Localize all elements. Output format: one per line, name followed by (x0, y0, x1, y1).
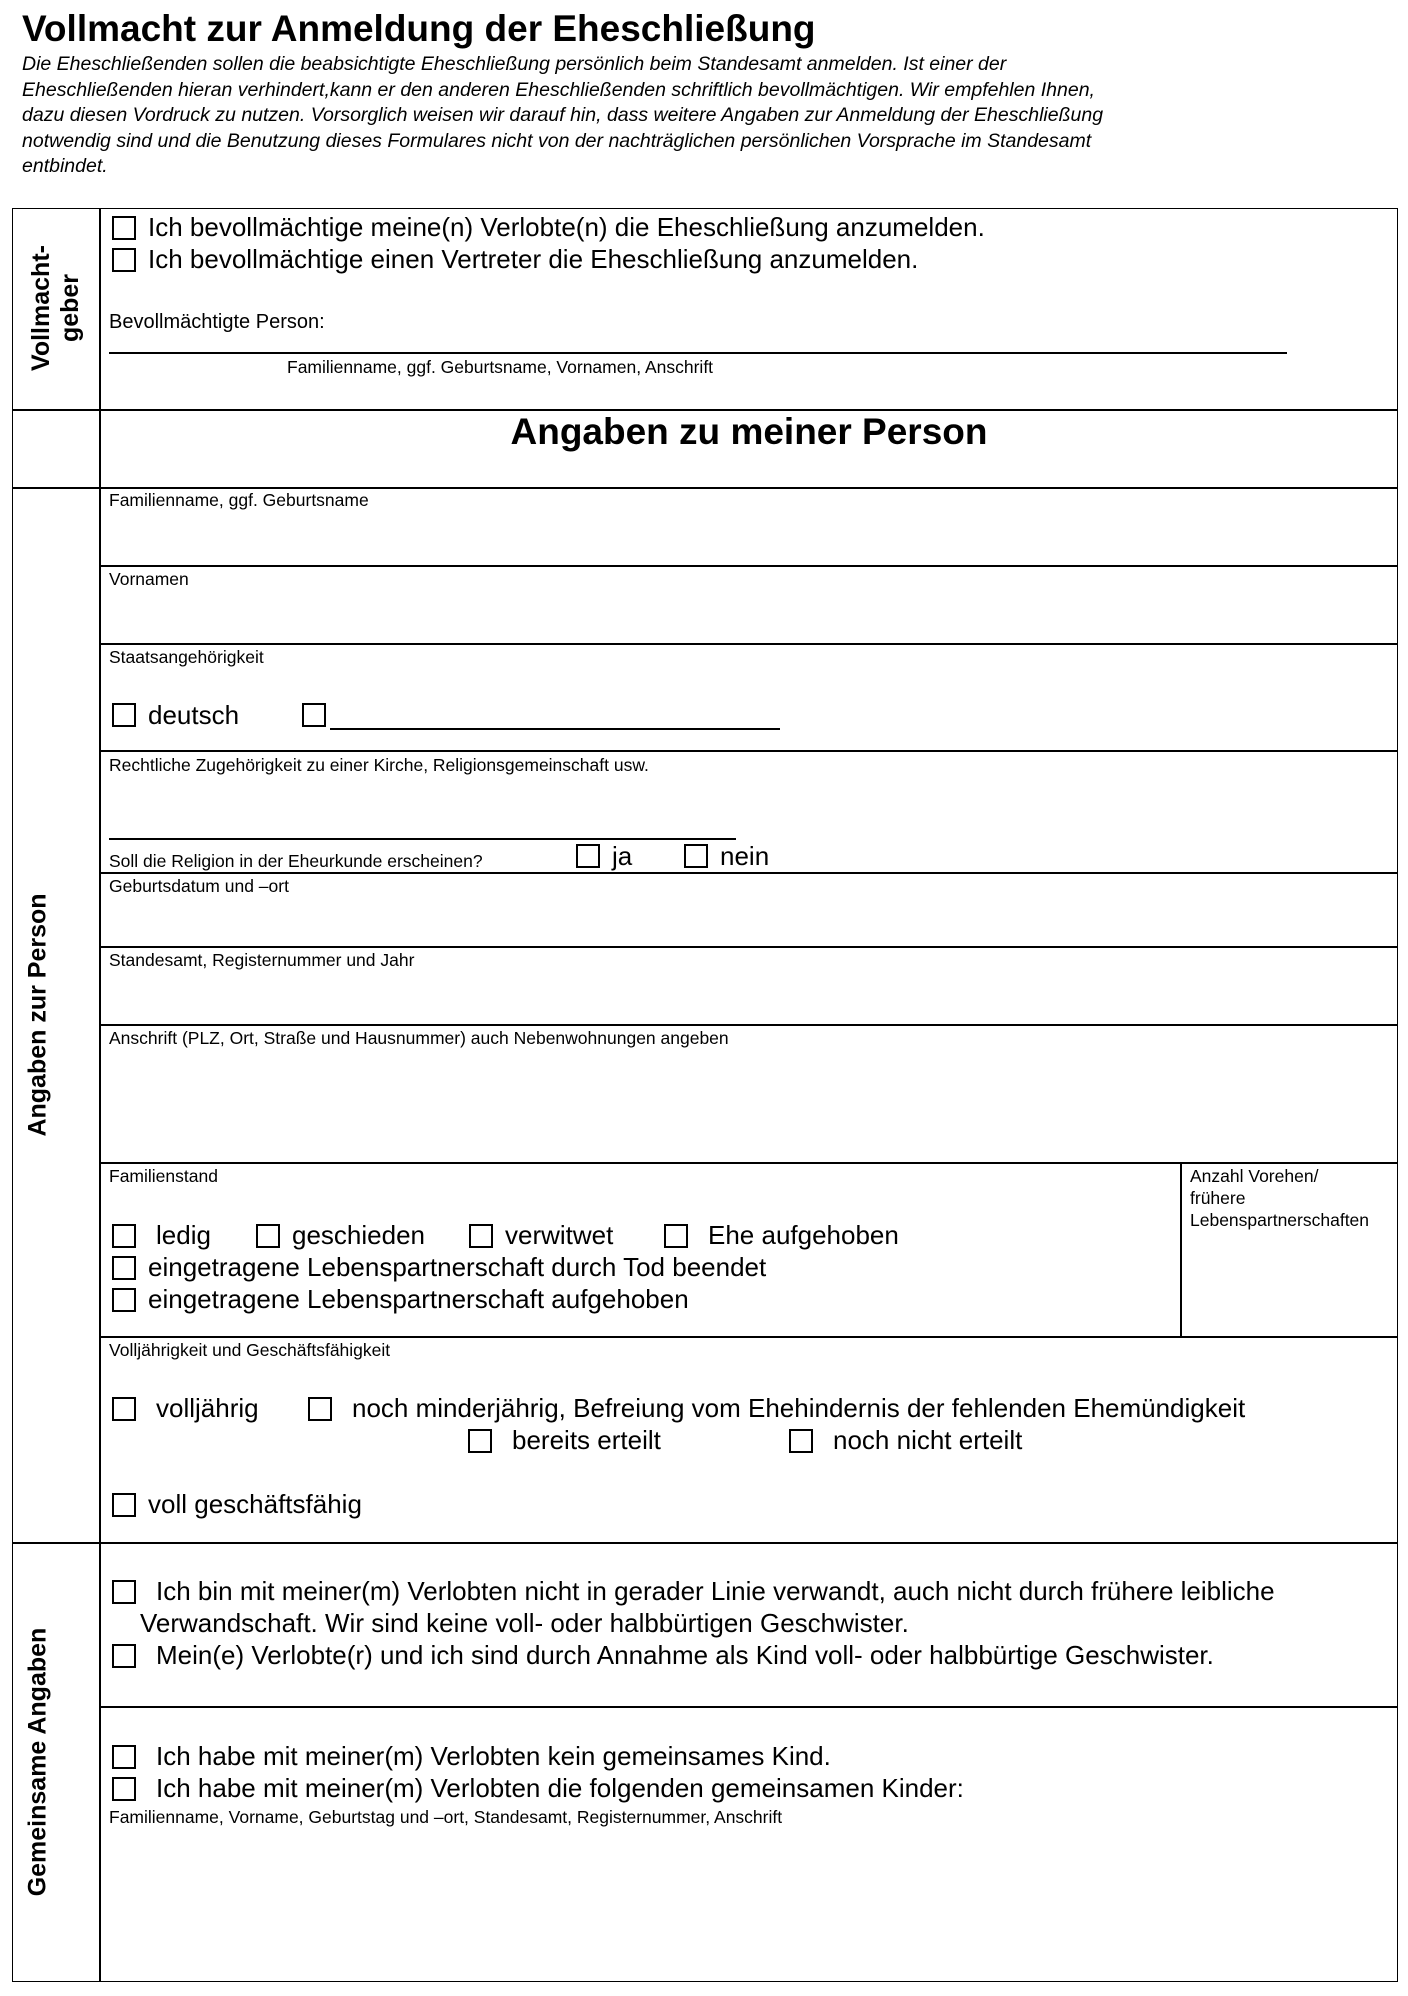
row-divider (99, 946, 1398, 948)
form-title: Vollmacht zur Anmeldung der Eheschließung (22, 8, 816, 49)
religion-ja-label: ja (612, 841, 633, 871)
religion-nein-label: nein (720, 841, 770, 871)
kirche-line[interactable] (109, 838, 736, 840)
row-divider (12, 1542, 1398, 1544)
kinder-label: Ich habe mit meiner(m) Verlobten die folgenden gemeinsamen Kinder: (156, 1773, 964, 1803)
vornamen-label: Vornamen (109, 569, 189, 589)
checkbox-nicht-verwandt[interactable] (112, 1580, 136, 1604)
intro-line: entbindet. (22, 155, 108, 177)
familienname-label: Familienname, ggf. Geburtsname (109, 490, 369, 510)
intro-line: Eheschließenden hieran verhindert,kann er den anderen Eheschließenden schriftlich bevollmächtigen. Wir empfehlen Ihnen, (22, 78, 1095, 101)
kirche-label: Rechtliche Zugehörigkeit zu einer Kirche, Religionsgemeinschaft usw. (109, 755, 649, 775)
checkbox-kein-kind[interactable] (112, 1745, 136, 1769)
side-label-angaben-person: Angaben zur Person (23, 893, 52, 1137)
row-divider (99, 872, 1398, 874)
side-label-vollmachtgeber (27, 245, 85, 371)
verwitwet-label: verwitwet (505, 1220, 614, 1250)
side-label-gemeinsame-angaben: Gemeinsame Angaben (23, 1627, 52, 1897)
nicht-verwandt-label-cont: Verwandschaft. Wir sind keine voll- oder halbbürtigen Geschwister. (140, 1608, 909, 1638)
checkbox-ehe-aufgehoben[interactable] (664, 1224, 688, 1248)
bereits-erteilt-label: bereits erteilt (512, 1425, 661, 1455)
ledig-label: ledig (156, 1220, 211, 1250)
option-verlobte-label: Ich bevollmächtige meine(n) Verlobte(n) die Eheschließung anzumelden. (148, 212, 985, 242)
religion-question-label: Soll die Religion in der Eheurkunde erscheinen? (109, 851, 483, 871)
checkbox-verlobte[interactable] (112, 216, 136, 240)
kein-kind-label: Ich habe mit meiner(m) Verlobten kein gemeinsames Kind. (156, 1741, 831, 1771)
row-divider (99, 1162, 1398, 1164)
lp-aufgehoben-label: eingetragene Lebenspartnerschaft aufgehoben (148, 1284, 689, 1314)
minderjaehrig-label: noch minderjährig, Befreiung vom Ehehindernis der fehlenden Ehemündigkeit (352, 1393, 1246, 1423)
volljaehrigkeit-label: Volljährigkeit und Geschäftsfähigkeit (109, 1340, 391, 1360)
checkbox-noch-nicht-erteilt[interactable] (789, 1429, 813, 1453)
staatsangehoerigkeit-label: Staatsangehörigkeit (109, 647, 264, 667)
intro-text (22, 52, 1352, 180)
anzahl-vorehen-line: Anzahl Vorehen/ (1190, 1166, 1319, 1186)
anzahl-vorehen-line: frühere (1190, 1188, 1246, 1208)
row-divider (99, 565, 1398, 567)
row-divider (12, 487, 1398, 489)
intro-line: notwendig sind und die Benutzung dieses Formulares nicht von der nachträglichen persönlichen Vorsprache im Standesamt (22, 129, 1092, 152)
intro-line: dazu diesen Vordruck zu nutzen. Vorsorglich weisen wir darauf hin, dass weitere Angaben zur Anmeldung der Eheschließung (22, 104, 1104, 126)
familienstand-label: Familienstand (109, 1166, 218, 1186)
side-label-line: geber (56, 273, 84, 343)
row-divider (99, 1024, 1398, 1026)
checkbox-volljaehrig[interactable] (112, 1397, 136, 1421)
row-divider (99, 1706, 1398, 1708)
checkbox-verwitwet[interactable] (469, 1224, 493, 1248)
form-frame (12, 208, 1398, 1982)
kinder-caption: Familienname, Vorname, Geburtstag und –ort, Standesamt, Registernummer, Anschrift (109, 1807, 783, 1827)
row-divider (99, 1336, 1398, 1338)
checkbox-lp-aufgehoben[interactable] (112, 1288, 136, 1312)
checkbox-geschieden[interactable] (256, 1224, 280, 1248)
volljaehrig-label: volljährig (156, 1393, 259, 1423)
geschaeftsfaehig-label: voll geschäftsfähig (148, 1489, 362, 1519)
bevollmaechtigte-person-line[interactable] (109, 352, 1287, 354)
checkbox-vertreter[interactable] (112, 248, 136, 272)
checkbox-bereits-erteilt[interactable] (468, 1429, 492, 1453)
row-divider (99, 643, 1398, 645)
side-column-divider (99, 208, 101, 1982)
other-nationality-line[interactable] (330, 728, 780, 730)
standesamt-label: Standesamt, Registernummer und Jahr (109, 950, 415, 970)
geburt-label: Geburtsdatum und –ort (109, 876, 289, 896)
checkbox-geschwister[interactable] (112, 1644, 136, 1668)
anzahl-vorehen-line: Lebenspartnerschaften (1190, 1210, 1370, 1230)
checkbox-geschaeftsfaehig[interactable] (112, 1493, 136, 1517)
nicht-verwandt-label: Ich bin mit meiner(m) Verlobten nicht in gerader Linie verwandt, auch nicht durch frühere leibliche (156, 1576, 1275, 1606)
checkbox-kinder[interactable] (112, 1777, 136, 1801)
geschieden-label: geschieden (292, 1220, 425, 1250)
familienstand-divider (1180, 1162, 1182, 1336)
checkbox-religion-ja[interactable] (576, 844, 600, 868)
checkbox-other-nationality[interactable] (302, 703, 326, 727)
deutsch-label: deutsch (148, 700, 240, 730)
option-vertreter-label: Ich bevollmächtige einen Vertreter die Eheschließung anzumelden. (148, 244, 919, 274)
bevollmaechtigte-person-label: Bevollmächtigte Person: (109, 311, 325, 333)
section-title: Angaben zu meiner Person (510, 411, 988, 452)
anschrift-label: Anschrift (PLZ, Ort, Straße und Hausnummer) auch Nebenwohnungen angeben (109, 1028, 729, 1048)
row-divider (99, 750, 1398, 752)
anzahl-vorehen-label (1190, 1166, 1369, 1230)
ehe-aufgehoben-label: Ehe aufgehoben (708, 1220, 899, 1250)
side-label-line: Vollmacht- (27, 245, 55, 371)
intro-line: Die Eheschließenden sollen die beabsichtigte Eheschließung persönlich beim Standesamt anmelden. Ist einer der (22, 53, 1007, 75)
checkbox-lp-tod[interactable] (112, 1256, 136, 1280)
checkbox-ledig[interactable] (112, 1224, 136, 1248)
checkbox-minderjaehrig[interactable] (308, 1397, 332, 1421)
checkbox-religion-nein[interactable] (684, 844, 708, 868)
geschwister-label: Mein(e) Verlobte(r) und ich sind durch Annahme als Kind voll- oder halbbürtige Geschwister. (156, 1640, 1214, 1670)
noch-nicht-erteilt-label: noch nicht erteilt (833, 1425, 1023, 1455)
bevollmaechtigte-person-caption: Familienname, ggf. Geburtsname, Vornamen, Anschrift (287, 357, 714, 377)
lp-tod-label: eingetragene Lebenspartnerschaft durch Tod beendet (148, 1252, 767, 1282)
checkbox-deutsch[interactable] (112, 703, 136, 727)
